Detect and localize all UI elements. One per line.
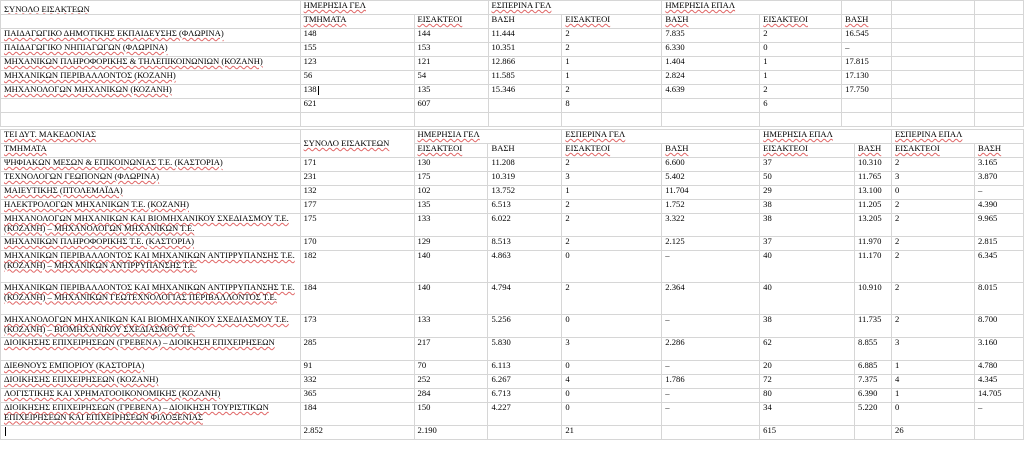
cell[interactable]: 144 [414,29,488,43]
cell[interactable]: 14.705 [974,389,1023,403]
cell[interactable]: 2 [760,29,842,43]
cell[interactable]: 4.390 [974,200,1023,214]
cell[interactable]: 2.824 [662,71,760,85]
table2-subheader-1[interactable]: ΒΑΣΗ [488,144,562,158]
table1-blank-row [1,113,1024,127]
cell[interactable] [662,99,760,113]
cell[interactable]: 1 [892,361,975,375]
cell[interactable]: 17.750 [842,85,892,99]
cell[interactable]: 38 [760,315,855,338]
cell[interactable]: 3 [892,172,975,186]
table-row [1,57,1024,71]
total-cell[interactable]: 8 [562,99,662,113]
table-universities [0,0,1024,127]
cell[interactable]: 7.375 [855,375,892,389]
table2-body [1,158,1024,426]
total-cell[interactable]: 21 [562,426,662,440]
cell[interactable] [414,113,488,127]
table-row [1,172,1024,186]
cell[interactable]: 2 [892,158,975,172]
cell[interactable]: – [662,403,760,426]
cell[interactable]: 13.205 [855,214,892,237]
cell[interactable]: 184 [300,283,414,315]
cell[interactable]: 2 [892,315,975,338]
cell[interactable]: 1.404 [662,57,760,71]
cell[interactable]: 4.639 [662,85,760,99]
cell[interactable]: – [974,186,1023,200]
cell[interactable] [488,99,562,113]
cell[interactable]: 121 [414,57,488,71]
cell[interactable]: 2.815 [974,237,1023,251]
table-tei [0,129,1024,440]
table-row [1,186,1024,200]
table1-empty-cell[interactable] [892,15,975,29]
cell[interactable]: 5.402 [662,172,760,186]
cell[interactable] [975,57,1024,71]
cell[interactable]: 70 [414,361,488,375]
cell[interactable]: 1 [562,57,662,71]
table1-empty-cell[interactable] [1,15,301,29]
cell[interactable]: 11.205 [855,200,892,214]
cell[interactable]: 6.713 [488,389,562,403]
table-row [1,251,1024,283]
cell[interactable]: 37 [760,237,855,251]
cell[interactable]: 15.346 [488,85,562,99]
table1-subheader-0[interactable]: ΤΜΗΜΑΤΑ [300,15,414,29]
cell[interactable]: – [662,315,760,338]
cell[interactable]: 129 [414,237,488,251]
cell[interactable]: 11.208 [488,158,562,172]
table1-group-0[interactable]: ΗΜΕΡΗΣΙΑ ΓΕΛ [300,1,488,15]
cell[interactable]: 8.855 [855,338,892,361]
dept-name[interactable]: ΠΑΙΔΑΓΩΓΙΚΟ ΔΗΜΟΤΙΚΗΣ ΕΚΠΑΙΔΕΥΣΗΣ (ΦΛΩΡΙΝΑ) [1,29,301,43]
cell[interactable]: 217 [414,338,488,361]
cell[interactable]: 10.351 [488,43,562,57]
table-row [1,338,1024,361]
cell[interactable]: 10.310 [855,158,892,172]
cell[interactable]: 72 [760,375,855,389]
cell[interactable]: 13.752 [488,186,562,200]
table2-subheader-2[interactable]: ΕΙΣΑΚΤΕΟΙ [562,144,662,158]
cell[interactable]: 17.130 [842,71,892,85]
cell[interactable]: 2 [892,214,975,237]
cell[interactable]: 231 [300,172,414,186]
cell[interactable]: 0 [892,186,975,200]
cell[interactable]: 140 [414,251,488,283]
table2-subheader-0[interactable]: ΕΙΣΑΚΤΕΟΙ [414,144,488,158]
table1-totals-row [1,99,1024,113]
cell[interactable] [892,99,975,113]
cell[interactable]: 175 [300,214,414,237]
cell[interactable]: 1.752 [662,200,760,214]
cell[interactable]: 2 [892,251,975,283]
cell[interactable] [892,113,975,127]
cell[interactable] [1,426,301,440]
dept-name[interactable]: ΜΗΧΑΝΟΛΟΓΩΝ ΜΗΧΑΝΙΚΩΝ ΚΑΙ ΒΙΟΜΗΧΑΝΙΚΟΥ ΣΧΕΔΙΑΣΜΟΥ Τ.Ε. (ΚΟΖΑΝΗ) – ΜΗΧΑΝΟΛΟΓΩΝ ΜΗΧΑΝΙΚΩΝ Τ.Ε. [1,214,301,237]
cell[interactable]: 11.765 [855,172,892,186]
cell[interactable]: 8.513 [488,237,562,251]
cell[interactable]: 11.704 [662,186,760,200]
cell[interactable]: 153 [414,43,488,57]
cell[interactable]: 150 [414,403,488,426]
cell[interactable]: 34 [760,403,855,426]
dept-name[interactable]: ΜΗΧΑΝΟΛΟΓΩΝ ΜΗΧΑΝΙΚΩΝ (ΚΟΖΑΝΗ) [1,85,301,99]
table2-subheader-5[interactable]: ΒΑΣΗ [855,144,892,158]
cell[interactable]: 2 [760,85,842,99]
cell[interactable]: 332 [300,375,414,389]
table1-empty-cell[interactable] [842,1,892,15]
dept-name[interactable]: ΠΑΙΔΑΓΩΓΙΚΟ ΝΗΠΙΑΓΩΓΩΝ (ΦΛΩΡΙΝΑ) [1,43,301,57]
cell[interactable]: 6.345 [974,251,1023,283]
total-cell[interactable]: 615 [760,426,855,440]
cell[interactable]: 3.165 [974,158,1023,172]
cell[interactable] [662,426,760,440]
cell[interactable]: 0 [562,315,662,338]
table-row [1,158,1024,172]
cell[interactable] [488,113,562,127]
cell[interactable]: – [662,251,760,283]
table-row [1,200,1024,214]
table1-empty-cell[interactable] [975,1,1024,15]
table2-totals-row [1,426,1024,440]
table2-subheader-4[interactable]: ΕΙΣΑΚΤΕΟΙ [760,144,855,158]
cell[interactable]: 50 [760,172,855,186]
cell[interactable] [975,29,1024,43]
text-cursor [5,427,6,436]
table1-subheader-6[interactable]: ΒΑΣΗ [842,15,892,29]
table1-subheader-5[interactable]: ΕΙΣΑΚΤΕΟΙ [760,15,842,29]
table1-empty-cell[interactable] [975,15,1024,29]
table1-empty-cell[interactable] [892,1,975,15]
cell[interactable]: 0 [562,361,662,375]
cell[interactable]: 10.319 [488,172,562,186]
cell[interactable]: 177 [300,200,414,214]
table1-group-2[interactable]: ΗΜΕΡΗΣΙΑ ΕΠΑΛ [662,1,842,15]
cell[interactable]: 11.170 [855,251,892,283]
total-cell[interactable]: 2.852 [300,426,414,440]
cell[interactable]: 3.322 [662,214,760,237]
cell[interactable] [662,113,760,127]
table2-group-0[interactable]: ΗΜΕΡΗΣΙΑ ΓΕΛ [414,130,562,144]
cell[interactable]: 2 [562,43,662,57]
cell[interactable] [975,43,1024,57]
cell[interactable]: 4.227 [488,403,562,426]
table2-subheader-3[interactable]: ΒΑΣΗ [662,144,760,158]
cell[interactable]: – [662,361,760,375]
table1-subheader-4[interactable]: ΒΑΣΗ [662,15,760,29]
cell[interactable]: 29 [760,186,855,200]
table2-group-3[interactable]: ΕΣΠΕΡΙΝΑ ΕΠΑΛ [892,130,1024,144]
cell[interactable]: 2 [892,283,975,315]
cell[interactable] [975,85,1024,99]
cell[interactable]: 2.364 [662,283,760,315]
table2-subheader-6[interactable]: ΕΙΣΑΚΤΕΟΙ [892,144,975,158]
cell[interactable]: 0 [760,43,842,57]
cell[interactable]: 2 [562,29,662,43]
table2-group-2[interactable]: ΗΜΕΡΗΣΙΑ ΕΠΑΛ [760,130,892,144]
cell[interactable]: 11.444 [488,29,562,43]
cell[interactable] [892,43,975,57]
cell[interactable] [974,426,1023,440]
cell[interactable]: 6.885 [855,361,892,375]
cell[interactable]: 3.870 [974,172,1023,186]
cell[interactable]: 10.910 [855,283,892,315]
cell[interactable]: 8.700 [974,315,1023,338]
table1-subheader-row [1,15,1024,29]
table1-group-header-row [1,1,1024,15]
cell[interactable]: 5.830 [488,338,562,361]
dept-name[interactable]: ΔΙΟΙΚΗΣΗΣ ΕΠΙΧΕΙΡΗΣΕΩΝ (ΓΡΕΒΕΝΑ) – ΔΙΟΙΚΗΣΗ ΤΟΥΡΙΣΤΙΚΩΝ ΕΠΙΧΕΙΡΗΣΕΩΝ ΚΑΙ ΕΠΙΧΕΙΡΗΣΕΩΝ ΦΙΛΟΞΕΝΙΑΣ [1,403,301,426]
cell[interactable]: 4 [562,375,662,389]
cell[interactable]: 123 [300,57,414,71]
cell[interactable]: 2.286 [662,338,760,361]
cell[interactable]: 2 [562,214,662,237]
cell[interactable]: 6.267 [488,375,562,389]
cell[interactable]: 37 [760,158,855,172]
cell[interactable]: 252 [414,375,488,389]
cell[interactable] [975,113,1024,127]
cell[interactable]: 9.965 [974,214,1023,237]
table-row [1,375,1024,389]
cell[interactable]: 5.256 [488,315,562,338]
cell[interactable]: – [842,43,892,57]
cell[interactable] [1,113,301,127]
dept-name[interactable]: ΜΗΧΑΝΙΚΩΝ ΠΛΗΡΟΦΟΡΙΚΗΣ Τ.Ε. (ΚΑΣΤΟΡΙΑ) [1,237,301,251]
cell[interactable]: 3.160 [974,338,1023,361]
cell[interactable]: 0 [892,403,975,426]
dept-name[interactable]: ΜΗΧΑΝΙΚΩΝ ΠΛΗΡΟΦΟΡΙΚΗΣ & ΤΗΛΕΠΙΚΟΙΝΩΝΙΩΝ (ΚΟΖΑΝΗ) [1,57,301,71]
dept-name[interactable]: ΔΙΟΙΚΗΣΗΣ ΕΠΙΧΕΙΡΗΣΕΩΝ (ΓΡΕΒΕΝΑ) – ΔΙΟΙΚΗΣΗ ΕΠΙΧΕΙΡΗΣΕΩΝ [1,338,301,361]
dept-name[interactable]: ΜΗΧΑΝΙΚΩΝ ΠΕΡΙΒΑΛΛΟΝΤΟΣ (ΚΟΖΑΝΗ) [1,71,301,85]
table-row [1,403,1024,426]
dept-name[interactable]: ΜΗΧΑΝΙΚΩΝ ΠΕΡΙΒΑΛΛΟΝΤΟΣ ΚΑΙ ΜΗΧΑΝΙΚΩΝ ΑΝΤΙΡΡΥΠΑΝΣΗΣ Τ.Ε. (ΚΟΖΑΝΗ) – ΜΗΧΑΝΙΚΩΝ ΓΕΩΤΕΧΝΟΛΟΓΙΑΣ ΠΕΡΙΒΑΛΛΟΝΤΟΣ Τ.Ε. [1,283,301,315]
cell[interactable]: 3 [562,338,662,361]
cell[interactable]: 6.330 [662,43,760,57]
cell[interactable]: 138 [300,85,414,99]
cell[interactable]: 1 [562,186,662,200]
cell[interactable] [892,29,975,43]
cell[interactable] [975,99,1024,113]
cell[interactable]: 11.970 [855,237,892,251]
cell[interactable]: 2 [892,237,975,251]
cell[interactable]: 102 [414,186,488,200]
dept-name[interactable]: ΜΗΧΑΝΙΚΩΝ ΠΕΡΙΒΑΛΛΟΝΤΟΣ ΚΑΙ ΜΗΧΑΝΙΚΩΝ ΑΝΤΙΡΡΥΠΑΝΣΗΣ Τ.Ε. (ΚΟΖΑΝΗ) – ΜΗΧΑΝΙΚΩΝ ΑΝΤΙΡΡΥΠΑΝΣΗΣ Τ.Ε. [1,251,301,283]
table-row [1,71,1024,85]
cell[interactable]: 16.545 [842,29,892,43]
cell[interactable] [975,71,1024,85]
cell[interactable] [562,113,662,127]
cell[interactable]: 12.866 [488,57,562,71]
total-cell[interactable]: 6 [760,99,842,113]
cell[interactable]: 6.022 [488,214,562,237]
cell[interactable]: 2 [562,200,662,214]
total-cell[interactable]: 2.190 [414,426,488,440]
dept-name[interactable]: ΔΙΕΘΝΟΥΣ ΕΜΠΟΡΙΟΥ (ΚΑΣΤΟΡΙΑ) [1,361,301,375]
table1-label[interactable]: ΣΥΝΟΛΟ ΕΙΣΑΚΤΕΩΝ [1,1,301,15]
cell[interactable]: 7.835 [662,29,760,43]
cell[interactable] [892,71,975,85]
cell[interactable]: 40 [760,251,855,283]
table-row [1,315,1024,338]
table2-label[interactable]: ΤΕΙ ΔΥΤ. ΜΑΚΕΔΟΝΙΑΣ [1,130,301,144]
cell[interactable]: 148 [300,29,414,43]
cell[interactable] [760,113,842,127]
table2-group-1[interactable]: ΕΣΠΕΡΙΝΑ ΓΕΛ [562,130,760,144]
cell[interactable]: 6.513 [488,200,562,214]
table2-total-header[interactable]: ΣΥΝΟΛΟ ΕΙΣΑΚΤΕΩΝ [300,130,414,158]
dept-name[interactable]: ΨΗΦΙΑΚΩΝ ΜΕΣΩΝ & ΕΠΙΚΟΙΝΩΝΙΑΣ Τ.Ε. (ΚΑΣΤΟΡΙΑ) [1,158,301,172]
cell[interactable]: 2 [562,85,662,99]
cell[interactable] [892,85,975,99]
table2-subheader-7[interactable]: ΒΑΣΗ [974,144,1023,158]
cell[interactable]: 4.794 [488,283,562,315]
cell[interactable]: 184 [300,403,414,426]
cell[interactable]: 171 [300,158,414,172]
dept-name[interactable]: ΜΗΧΑΝΟΛΟΓΩΝ ΜΗΧΑΝΙΚΩΝ ΚΑΙ ΒΙΟΜΗΧΑΝΙΚΟΥ ΣΧΕΔΙΑΣΜΟΥ Τ.Ε. (ΚΟΖΑΝΗ) – ΒΙΟΜΗΧΑΝΙΚΟΥ ΣΧΕΔΙΑΣΜΟΥ Τ.Ε. [1,315,301,338]
table-row [1,43,1024,57]
cell[interactable]: 170 [300,237,414,251]
cell[interactable]: 13.100 [855,186,892,200]
table-row [1,237,1024,251]
table1-subheader-2[interactable]: ΒΑΣΗ [488,15,562,29]
table2-subheader-row [1,144,1024,158]
cell[interactable]: 155 [300,43,414,57]
cell[interactable]: 173 [300,315,414,338]
cell[interactable]: 135 [414,85,488,99]
total-cell[interactable]: 621 [300,99,414,113]
table1-subheader-1[interactable]: ΕΙΣΑΚΤΕΟΙ [414,15,488,29]
cell[interactable] [855,426,892,440]
table1-group-1[interactable]: ΕΣΠΕΡΙΝΑ ΓΕΛ [488,1,662,15]
cell[interactable]: 1 [760,57,842,71]
dept-name[interactable]: ΔΙΟΙΚΗΣΗΣ ΕΠΙΧΕΙΡΗΣΕΩΝ (ΚΟΖΑΝΗ) [1,375,301,389]
text-cursor [318,86,319,95]
cell[interactable]: 62 [760,338,855,361]
total-cell[interactable]: 26 [892,426,975,440]
cell[interactable]: 38 [760,200,855,214]
cell[interactable]: 6.390 [855,389,892,403]
cell[interactable] [892,57,975,71]
table-row [1,29,1024,43]
cell[interactable]: 11.585 [488,71,562,85]
cell[interactable]: 56 [300,71,414,85]
cell[interactable]: 285 [300,338,414,361]
cell[interactable] [842,113,892,127]
cell[interactable]: 2 [562,237,662,251]
cell[interactable]: 6.600 [662,158,760,172]
cell[interactable]: 5.220 [855,403,892,426]
cell[interactable] [300,113,414,127]
dept-name[interactable]: ΜΑΙΕΥΤΙΚΗΣ (ΠΤΟΛΕΜΑΪΔΑ) [1,186,301,200]
cell[interactable]: 0 [562,251,662,283]
cell[interactable]: 8.015 [974,283,1023,315]
cell[interactable]: 38 [760,214,855,237]
cell[interactable]: 132 [300,186,414,200]
cell[interactable] [842,99,892,113]
cell[interactable]: 20 [760,361,855,375]
cell[interactable]: 3 [892,338,975,361]
cell[interactable]: 2 [892,200,975,214]
cell[interactable]: 4 [892,375,975,389]
table-row [1,283,1024,315]
cell[interactable]: 133 [414,315,488,338]
cell[interactable]: 2 [562,158,662,172]
table-row [1,214,1024,237]
dept-name[interactable]: ΗΛΕΚΤΡΟΛΟΓΩΝ ΜΗΧΑΝΙΚΩΝ Τ.Ε. (ΚΟΖΑΝΗ) [1,200,301,214]
table2-group-header-row [1,130,1024,144]
cell[interactable]: 4.863 [488,251,562,283]
table-row [1,361,1024,375]
table-row [1,85,1024,99]
cell[interactable]: 365 [300,389,414,403]
cell[interactable]: 17.815 [842,57,892,71]
cell[interactable]: 1.786 [662,375,760,389]
table-row [1,389,1024,403]
table2-label2[interactable]: ΤΜΗΜΑΤΑ [1,144,301,158]
cell[interactable]: 140 [414,283,488,315]
cell[interactable]: 91 [300,361,414,375]
cell[interactable]: – [974,403,1023,426]
cell[interactable]: 0 [562,403,662,426]
cell[interactable] [488,426,562,440]
cell[interactable]: 133 [414,214,488,237]
cell[interactable]: 6.113 [488,361,562,375]
cell[interactable]: 284 [414,389,488,403]
cell[interactable] [1,99,301,113]
cell[interactable]: 0 [562,389,662,403]
cell[interactable]: 40 [760,283,855,315]
cell[interactable]: 2.125 [662,237,760,251]
dept-name[interactable]: ΛΟΓΙΣΤΙΚΗΣ ΚΑΙ ΧΡΗΜΑΤΟΟΙΚΟΝΟΜΙΚΗΣ (ΚΟΖΑΝΗ) [1,389,301,403]
cell[interactable]: 4.780 [974,361,1023,375]
cell[interactable]: 2 [562,283,662,315]
cell[interactable]: 1 [562,71,662,85]
cell[interactable]: 80 [760,389,855,403]
cell[interactable]: 3 [562,172,662,186]
cell[interactable]: 1 [760,71,842,85]
cell[interactable]: 1 [892,389,975,403]
cell[interactable]: 130 [414,158,488,172]
cell[interactable]: 135 [414,200,488,214]
cell[interactable]: 175 [414,172,488,186]
cell[interactable]: – [662,389,760,403]
cell[interactable]: 182 [300,251,414,283]
cell[interactable]: 11.735 [855,315,892,338]
total-cell[interactable]: 607 [414,99,488,113]
cell[interactable]: 4.345 [974,375,1023,389]
table1-subheader-3[interactable]: ΕΙΣΑΚΤΕΟΙ [562,15,662,29]
cell[interactable]: 54 [414,71,488,85]
dept-name[interactable]: ΤΕΧΝΟΛΟΓΩΝ ΓΕΩΠΟΝΩΝ (ΦΛΩΡΙΝΑ) [1,172,301,186]
